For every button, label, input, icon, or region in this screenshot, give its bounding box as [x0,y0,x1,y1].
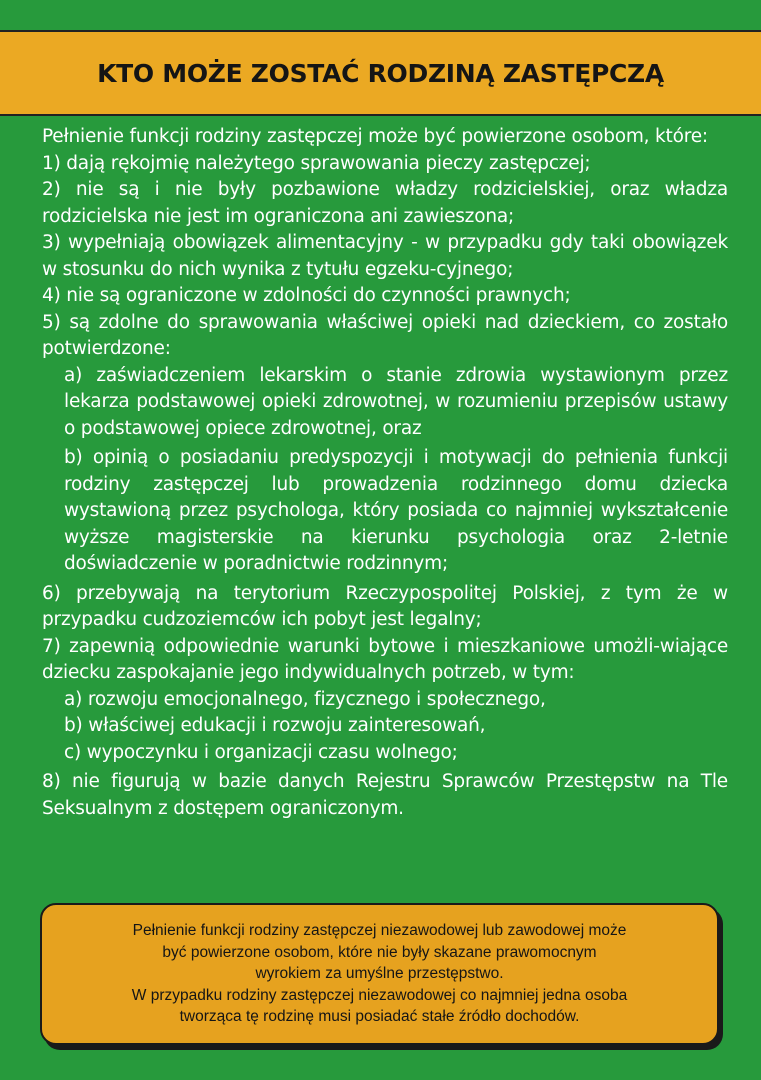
notice-line: tworząca tę rodzinę musi posiadać stałe źródło dochodów. [179,1008,580,1026]
sub-list-item: a) rozwoju emocjonalnego, fizycznego i społecznego, [64,688,546,710]
notice-box [40,903,719,1045]
title-banner [0,30,761,116]
notice-line: wyrokiem za umyślne przestępstwo. [255,965,504,983]
sub-list-item: c) wypoczynku i organizacji czasu wolnego; [64,741,458,763]
sub-list-item: b) właściwej edukacji i rozwoju zainteresowań, [64,715,486,736]
requirements-list [42,124,728,822]
sub-list-item: b) opinią o posiadaniu predyspozycji i motywacji do pełnienia funkcji rodziny zastępczej lub prowadzenia rodzinnego domu dziecka wystawioną przez psychologa, który posiada co najmniej wykształcenie wyższe magisterskie na kierunku psychologia oraz 2-letnie doświadczenie w poradnictwie rodzinnym; [64,447,728,574]
list-item: 3) wypełniają obowiązek alimentacyjny - w przypadku gdy taki obowiązek w stosunku do nich wynika z tytułu egzeku-cyjnego; [42,232,728,280]
list-item: 1) dają rękojmię należytego sprawowania pieczy zastępczej; [42,152,591,174]
intro-text: Pełnienie funkcji rodziny zastępczej może być powierzone osobom, które: [42,126,708,147]
list-item: 6) przebywają na terytorium Rzeczypospolitej Polskiej, z tym że w przypadku cudzoziemców ich pobyt jest legalny; [42,582,728,630]
list-item: 5) są zdolne do sprawowania właściwej opieki nad dzieckiem, co zostało potwierdzone: [42,311,728,359]
list-item: 2) nie są i nie były pozbawione władzy rodzicielskiej, oraz władza rodzicielska nie jest im ograniczona ani zawieszona; [42,179,728,227]
list-item: 7) zapewnią odpowiednie warunki bytowe i mieszkaniowe umożli-wiające dziecku zaspokajanie jego indywidualnych potrzeb, w tym: [42,635,728,683]
list-item: 4) nie są ograniczone w zdolności do czynności prawnych; [42,285,571,306]
notice-line: być powierzone osobom, które nie były skazane prawomocnym [162,943,597,961]
page-title: KTO MOŻE ZOSTAĆ RODZINĄ ZASTĘPCZĄ [97,58,664,88]
sub-list-item: a) zaświadczeniem lekarskim o stanie zdrowia wystawionym przez lekarza podstawowej opieki zdrowotnej, w rozumieniu przepisów ustawy o podstawowej opiece zdrowotnej, oraz [64,364,728,439]
notice-line: Pełnienie funkcji rodziny zastępczej niezawodowej lub zawodowej może [132,922,627,940]
list-item: 8) nie figurują w bazie danych Rejestru Sprawców Przestępstw na Tle Seksualnym z dostępem ograniczonym. [42,771,728,819]
notice-line: W przypadku rodziny zastępczej niezawodowej co najmniej jedna osoba [131,986,628,1004]
